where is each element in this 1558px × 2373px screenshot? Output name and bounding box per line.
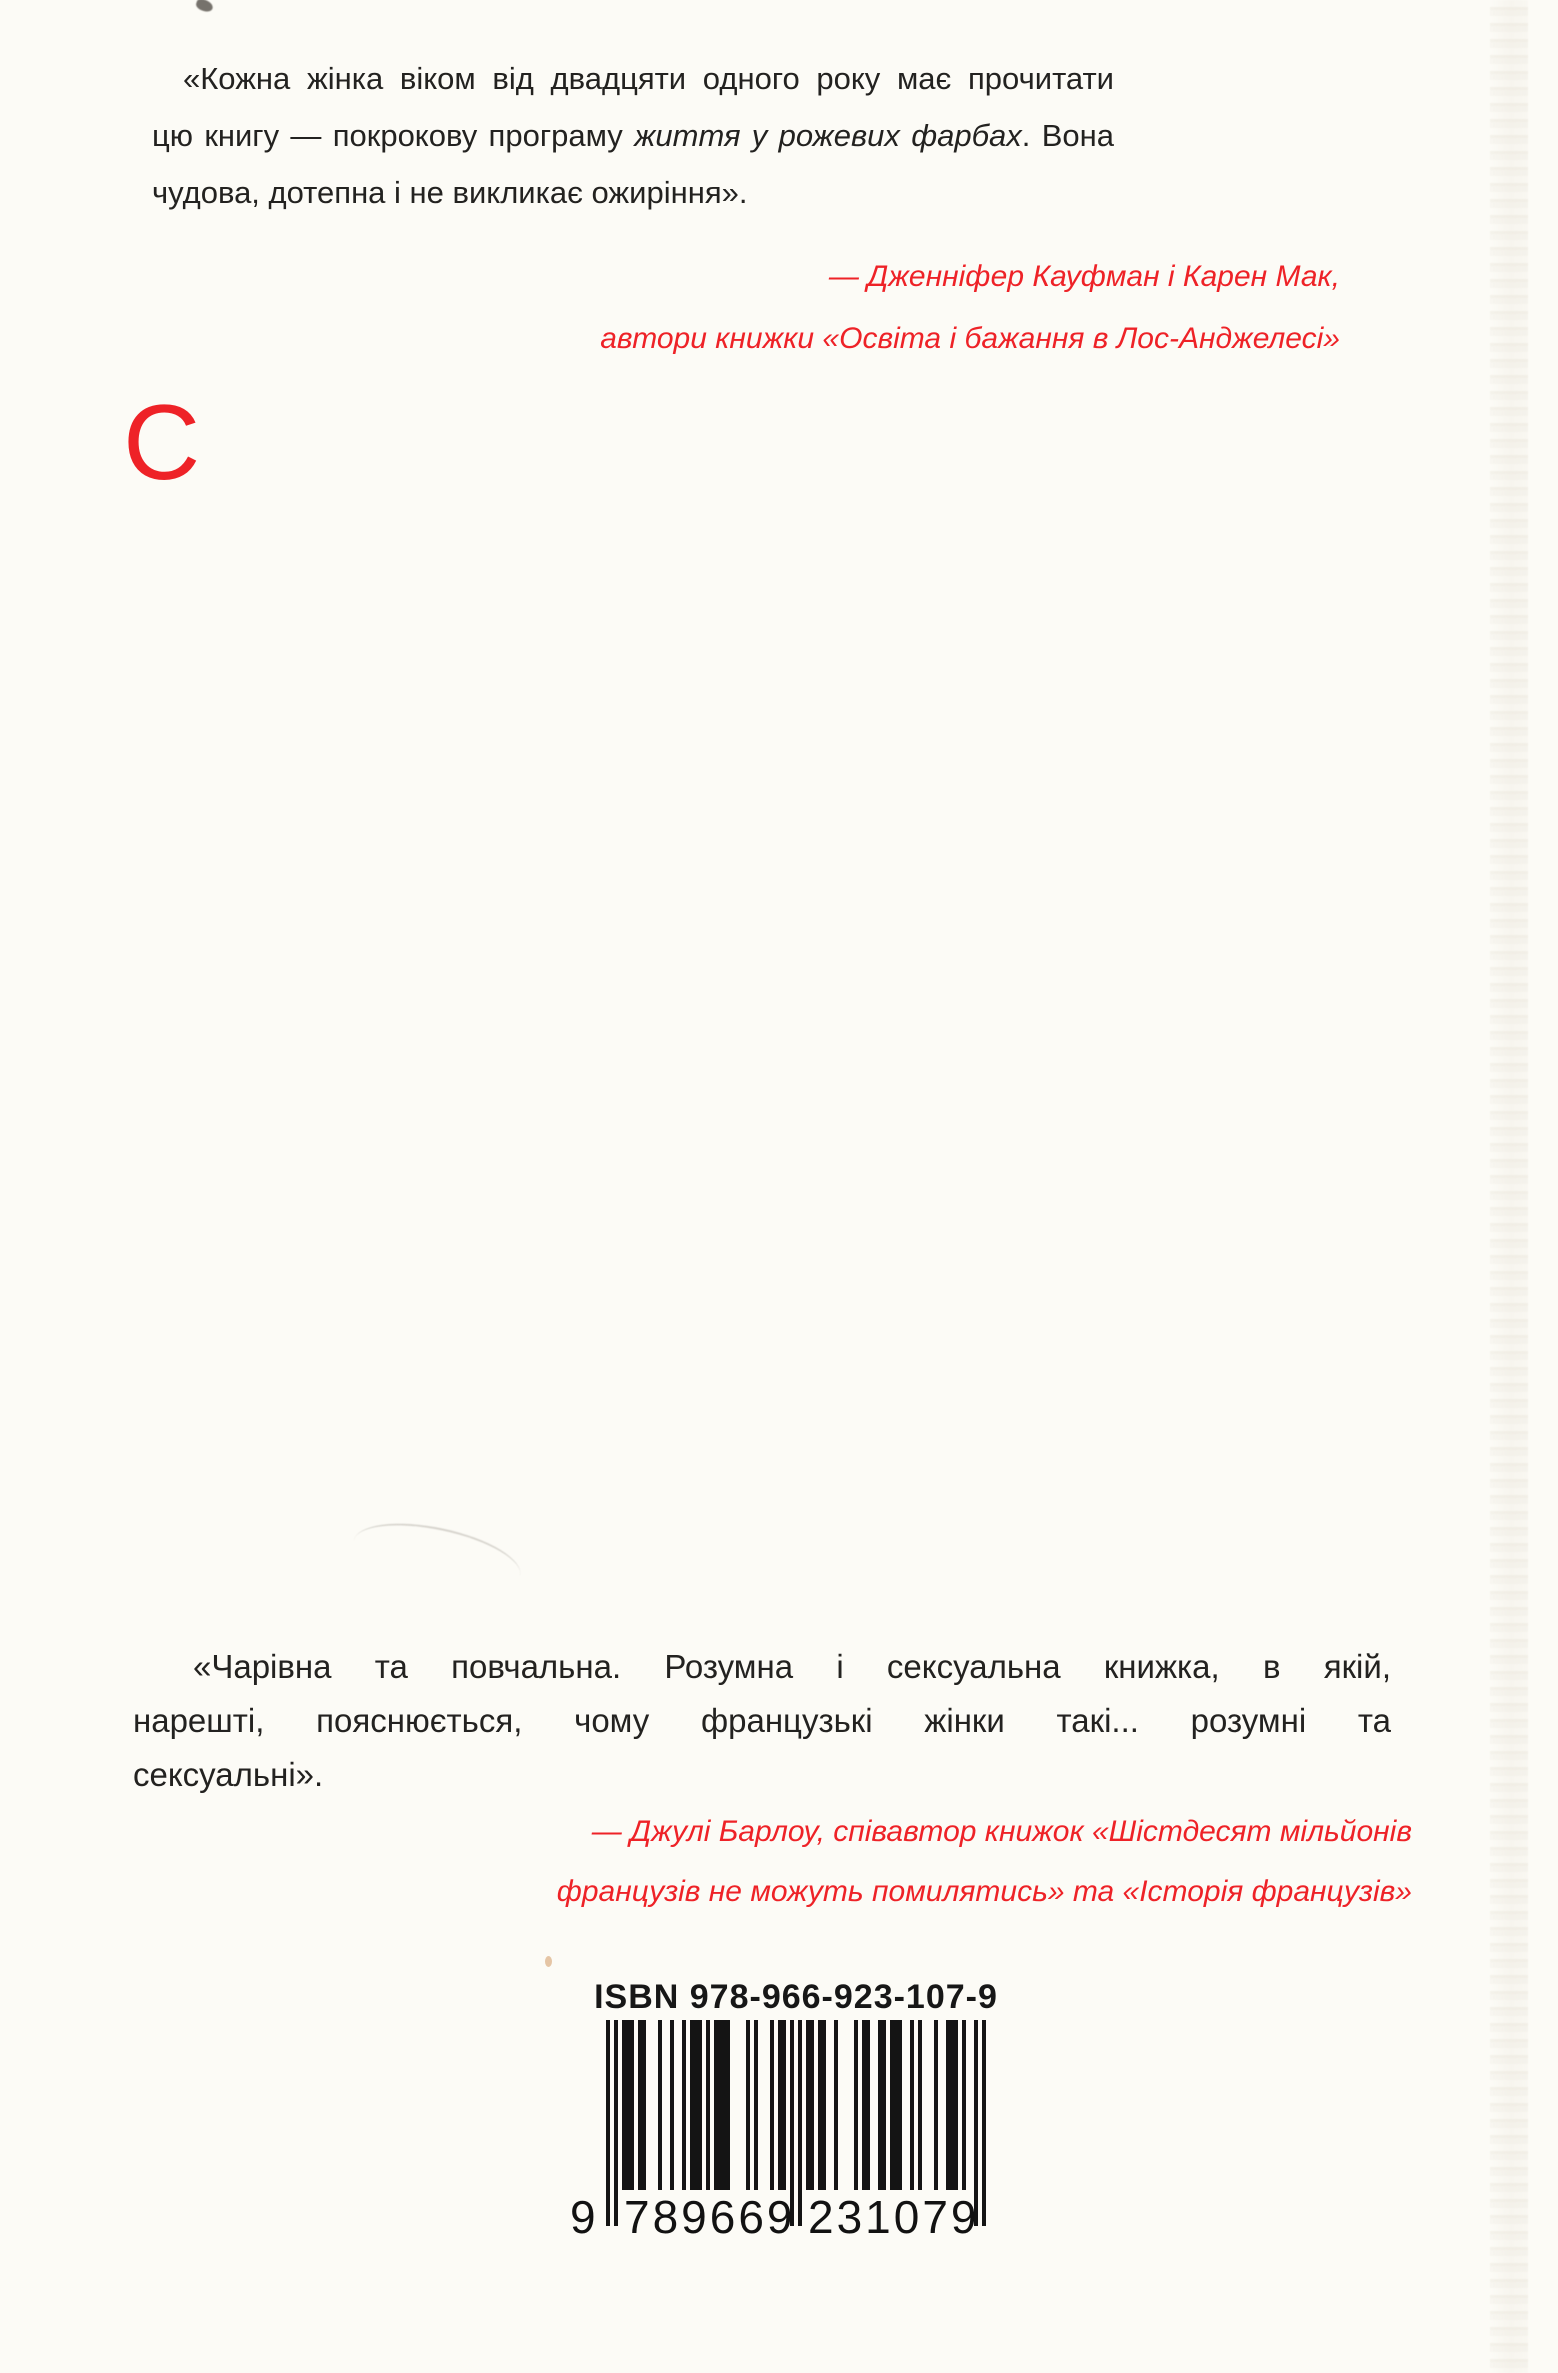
body-text bbox=[115, 382, 1447, 502]
bottom-quote-attribution bbox=[300, 1802, 1412, 1922]
ean13-barcode bbox=[570, 2020, 990, 2265]
scan-smudge-artifact bbox=[195, 0, 215, 13]
text-line: сексуальні». bbox=[133, 1756, 324, 1793]
text-line: нарешті, пояснюється, чому французькі жінки такі... розумні та bbox=[133, 1702, 1391, 1739]
top-quote-attribution bbox=[400, 246, 1340, 370]
barcode-digit-group: 789669 bbox=[624, 2191, 796, 2243]
scan-fleck-artifact bbox=[545, 1956, 552, 1967]
text-line: чудова, дотепна і не викликає ожиріння». bbox=[152, 175, 748, 210]
top-quote bbox=[152, 50, 1114, 221]
text-line: французів не можуть помилятись» та «Історія французів» bbox=[556, 1875, 1412, 1908]
text-line: «Кожна жінка віком від двадцяти одного року має прочитати bbox=[183, 61, 1114, 96]
text-line: — Джулі Барлоу, співавтор книжок «Шістдесят мільйонів bbox=[591, 1815, 1412, 1848]
text-line: «Чарівна та повчальна. Розумна і сексуальна книжка, в якій, bbox=[193, 1648, 1391, 1685]
text-line: автори книжки «Освіта і бажання в Лос-Анджелесі» bbox=[600, 322, 1340, 355]
scan-edge-artifact bbox=[1490, 0, 1528, 2373]
drop-cap: С bbox=[123, 382, 201, 502]
barcode-digit-group: 9 bbox=[570, 2191, 596, 2243]
isbn-label: ISBN 978-966-923-107-9 bbox=[594, 1978, 998, 2016]
barcode-digit-group: 231079 bbox=[808, 2191, 980, 2243]
scan-scratch-artifact bbox=[348, 1511, 527, 1605]
bottom-quote bbox=[133, 1640, 1391, 1802]
text-line: — Дженніфер Кауфман і Карен Мак, bbox=[828, 260, 1340, 293]
text-line: цю книгу — покрокову програму життя у рожевих фарбах. Вона bbox=[152, 118, 1114, 153]
